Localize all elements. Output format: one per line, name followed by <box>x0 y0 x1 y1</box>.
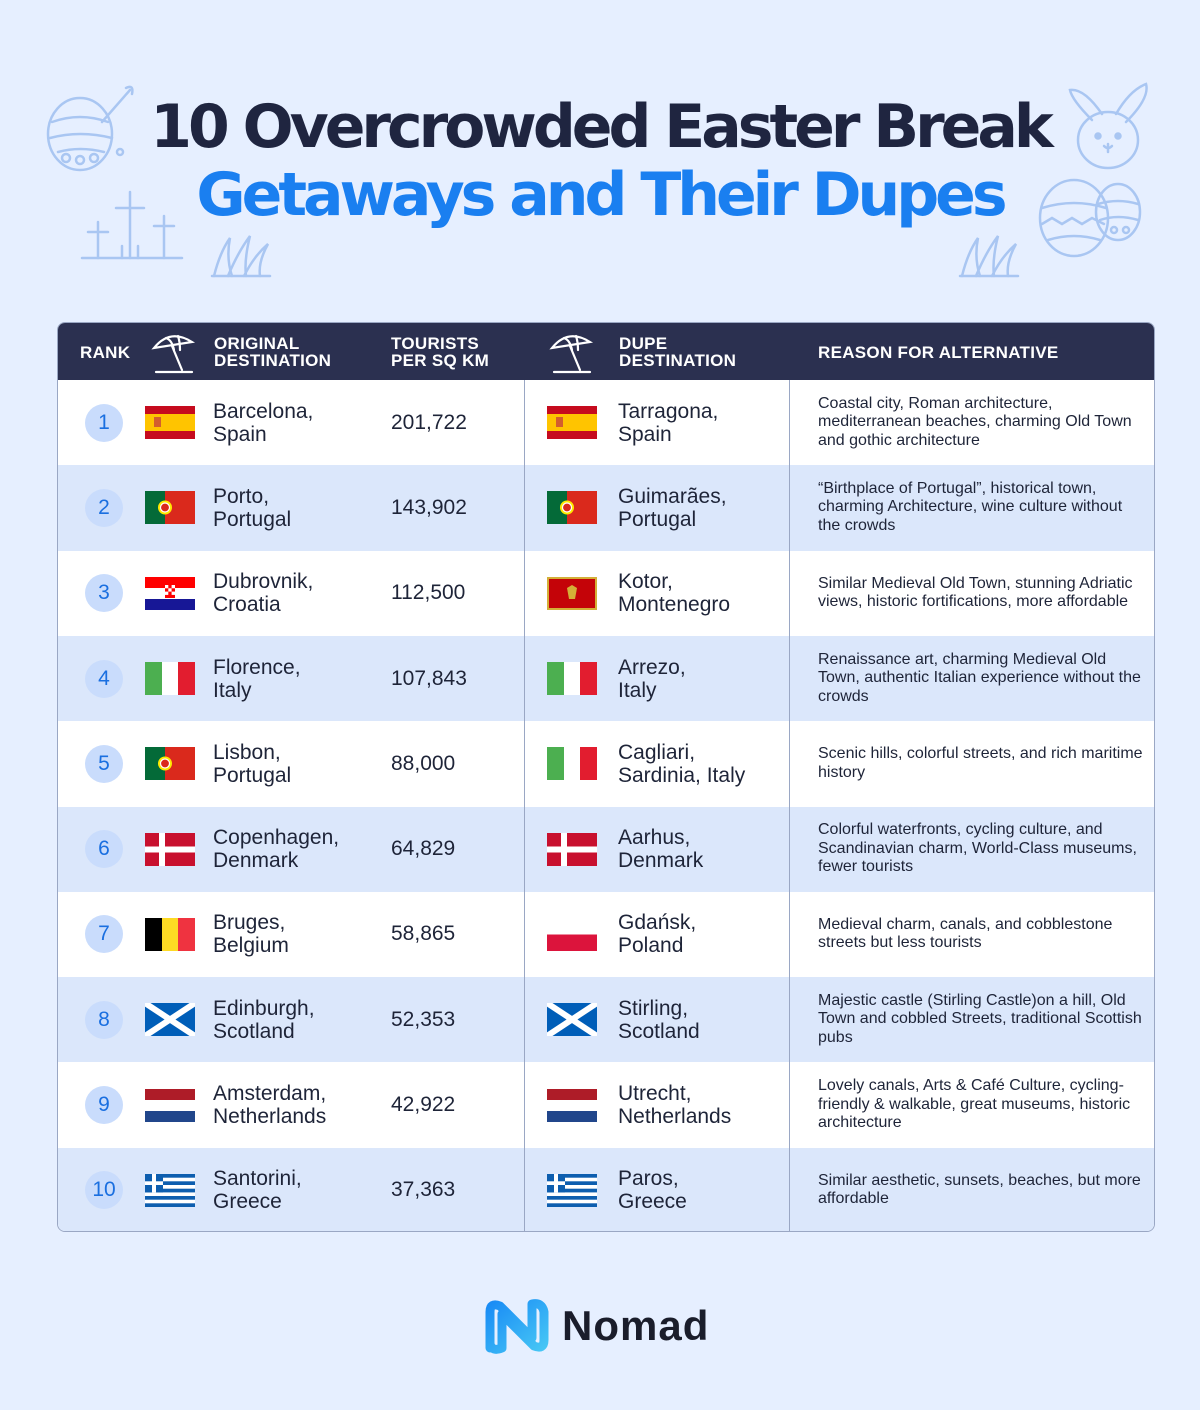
reason-for-alternative: “Birthplace of Portugal”, historical town, charming Architecture, wine culture without the crowds <box>818 479 1123 534</box>
reason-for-alternative: Similar Medieval Old Town, stunning Adriatic views, historic fortifications, more affordable <box>818 574 1133 611</box>
table-row <box>58 1062 1155 1147</box>
original-destination: Dubrovnik, Croatia <box>213 570 314 617</box>
portugal-flag <box>547 491 597 524</box>
greece-flag <box>547 1174 597 1207</box>
rank-badge: 7 <box>85 915 123 953</box>
page-title <box>0 92 1200 228</box>
table-row <box>58 892 1155 977</box>
original-destination: Bruges, Belgium <box>213 911 289 958</box>
header-original-destination: ORIGINAL DESTINATION <box>214 334 332 370</box>
brand-name: Nomad <box>562 1302 710 1349</box>
grass-icon <box>210 232 272 278</box>
table-row <box>58 636 1155 721</box>
grass-icon <box>958 232 1020 278</box>
tourists-per-sq-km: 64,829 <box>391 837 456 861</box>
table-row <box>58 1148 1155 1232</box>
tourists-per-sq-km: 52,353 <box>391 1007 456 1031</box>
table-row <box>58 721 1155 806</box>
reason-for-alternative: Similar aesthetic, sunsets, beaches, but more affordable <box>818 1171 1141 1208</box>
dupe-destination: Tarragona, Spain <box>618 399 719 446</box>
netherlands-flag <box>145 1089 195 1122</box>
title-line-1: 10 Overcrowded Easter Break <box>150 92 1050 162</box>
croatia-flag <box>145 577 195 610</box>
title-line-2: Getaways and Their Dupes <box>196 160 1004 230</box>
rank-badge: 8 <box>85 1001 123 1039</box>
rank-badge: 9 <box>85 1086 123 1124</box>
scotland-flag <box>145 1003 195 1036</box>
italy-flag <box>547 747 597 780</box>
tourists-per-sq-km: 112,500 <box>391 581 466 605</box>
tourists-per-sq-km: 107,843 <box>391 666 467 690</box>
portugal-flag <box>145 491 195 524</box>
scotland-flag <box>547 1003 597 1036</box>
portugal-flag <box>145 747 195 780</box>
rank-badge: 5 <box>85 745 123 783</box>
italy-flag <box>547 662 597 695</box>
reason-for-alternative: Lovely canals, Arts & Café Culture, cycling-friendly & walkable, great museums, historic architecture <box>818 1077 1131 1132</box>
montenegro-flag <box>547 577 597 610</box>
spain-flag <box>547 406 597 439</box>
original-destination: Santorini, Greece <box>213 1167 302 1214</box>
dupe-destination: Arrezo, Italy <box>618 655 686 702</box>
nomad-logo <box>484 1298 550 1354</box>
dupe-destination: Utrecht, Netherlands <box>618 1082 732 1129</box>
table-row <box>58 380 1155 465</box>
tourists-per-sq-km: 37,363 <box>391 1178 456 1202</box>
reason-for-alternative: Coastal city, Roman architecture, mediterranean beaches, charming Old Town and gothic architecture <box>818 394 1132 449</box>
reason-for-alternative: Colorful waterfronts, cycling culture, and Scandinavian charm, World-Class museums, fewer tourists <box>818 821 1137 876</box>
column-divider <box>524 380 525 1232</box>
column-divider <box>789 380 790 1232</box>
netherlands-flag <box>547 1089 597 1122</box>
original-destination: Florence, Italy <box>213 655 301 702</box>
poland-flag <box>547 918 597 951</box>
beach-umbrella-icon <box>548 330 594 374</box>
header-tourists-per-sq-km: TOURISTS PER SQ KM <box>391 334 490 370</box>
header-rank: RANK <box>80 343 131 362</box>
dupe-destination: Stirling, Scotland <box>618 996 700 1043</box>
table-row <box>58 807 1155 892</box>
rank-badge: 3 <box>85 574 123 612</box>
original-destination: Porto, Portugal <box>213 484 292 531</box>
header-dupe-destination: DUPE DESTINATION <box>619 334 737 370</box>
table-row <box>58 551 1155 636</box>
tourists-per-sq-km: 58,865 <box>391 922 456 946</box>
italy-flag <box>145 662 195 695</box>
dupe-destination: Cagliari, Sardinia, Italy <box>618 740 746 787</box>
rank-badge: 2 <box>85 489 123 527</box>
original-destination: Edinburgh, Scotland <box>213 996 315 1043</box>
belgium-flag <box>145 918 195 951</box>
denmark-flag <box>547 833 597 866</box>
reason-for-alternative: Renaissance art, charming Medieval Old Town, authentic Italian experience without the crowds <box>818 650 1141 705</box>
table-row <box>58 465 1155 550</box>
reason-for-alternative: Scenic hills, colorful streets, and rich maritime history <box>818 745 1143 781</box>
reason-for-alternative: Medieval charm, canals, and cobblestone streets but less tourists <box>818 915 1113 952</box>
dupe-destination: Paros, Greece <box>618 1167 687 1214</box>
dupe-destination: Kotor, Montenegro <box>618 570 731 617</box>
dupe-destination: Guimarães, Portugal <box>618 484 727 531</box>
table-row <box>58 977 1155 1062</box>
rank-badge: 1 <box>85 404 123 442</box>
rank-badge: 10 <box>85 1171 123 1209</box>
spain-flag <box>145 406 195 439</box>
rank-badge: 4 <box>85 660 123 698</box>
tourists-per-sq-km: 143,902 <box>391 495 467 519</box>
original-destination: Copenhagen, Denmark <box>213 826 340 873</box>
original-destination: Lisbon, Portugal <box>213 740 292 787</box>
denmark-flag <box>145 833 195 866</box>
destinations-table <box>57 322 1155 1232</box>
greece-flag <box>145 1174 195 1207</box>
tourists-per-sq-km: 201,722 <box>391 410 467 434</box>
original-destination: Barcelona, Spain <box>213 399 314 446</box>
table-header <box>58 323 1155 380</box>
header-reason: REASON FOR ALTERNATIVE <box>818 343 1059 362</box>
original-destination: Amsterdam, Netherlands <box>213 1082 327 1129</box>
beach-umbrella-icon <box>150 330 196 374</box>
dupe-destination: Aarhus, Denmark <box>618 826 704 873</box>
reason-for-alternative: Majestic castle (Stirling Castle)on a hill, Old Town and cobbled Streets, traditional Scottish pubs <box>818 991 1142 1046</box>
tourists-per-sq-km: 42,922 <box>391 1093 456 1117</box>
tourists-per-sq-km: 88,000 <box>391 751 456 775</box>
rank-badge: 6 <box>85 830 123 868</box>
dupe-destination: Gdańsk, Poland <box>618 911 697 958</box>
